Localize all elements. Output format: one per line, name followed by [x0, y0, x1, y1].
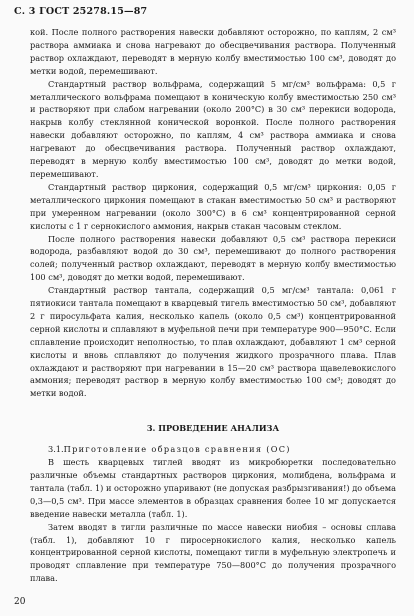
subsection-paragraph [30, 443, 396, 456]
paragraph-continuation: кой. После полного растворения навески добавляют осторожно, по каплям, 2 см³ раствора аммиака и снова нагревают до обесцвечивания раствора. Полученный раствор охлаждают, переводят в мерную колбу вместимостью 100 см³, доводят до метки водой, перемешивают. [30, 27, 396, 76]
page-header: С. 3 ГОСТ 25278.15—87 [14, 6, 148, 17]
paragraph-tungsten-standard: Стандартный раствор вольфрама, содержащий 5 мг/см³ вольфрама: 0,5 г металлического вольфрама помещают в коническую колбу вместимостью 250 см³ и растворяют при слабом нагревании (около 200°С) в 30 см³ перекиси водорода, накрыв колбу стеклянной конической воронкой. После полного растворения навески добавляют осторожно, по каплям, 4 см³ раствора аммиака и снова нагревают до обесцвечивания раствора. Полученный раствор охлаждают, переводят в мерную колбу вместимостью 100 см³, доводят до метки водой, перемешивают. [30, 78, 396, 179]
subsection-title: Приготовление образцов сравнения (ОС) [63, 444, 291, 455]
subsection-number: 3.1. [48, 444, 64, 455]
page-number: 20 [14, 597, 26, 607]
section-heading: 3. ПРОВЕДЕНИЕ АНАЛИЗА [146, 423, 280, 434]
document-body [30, 26, 396, 585]
paragraph-tantalum-standard: Стандартный раствор тантала, содержащий 0,5 мг/см³ тантала: 0,061 г пятиокиси тантала помещают в кварцевый тигель вместимостью 50 см³, добавляют 2 г пиросульфата калия, несколько капель (около 0,5 см³) концентрированной серной кислоты и сплавляют в муфельной печи при температуре 900—950°С. Если сплавление происходит неполностью, то плав охлаждают, добавляют 1 см³ серной кислоты и вновь сплавляют до получения жидкого прозрачного плава. Плав охлаждают и растворяют при нагревании в 15—20 см³ раствора щавелевокислого аммония; переводят раствор в мерную колбу вместимостью 100 см³; доводят до метки водой. [30, 285, 396, 399]
paragraph-zirconium-standard: Стандартный раствор циркония, содержащий 0,5 мг/см³ циркония: 0,05 г металлического циркония помещают в стакан вместимостью 50 см³ и растворяют при умеренном нагревании (около 300°С) в 6 см³ концентрированной серной кислоты с 1 г сернокислого аммония, накрыв стакан часовым стеклом. [30, 181, 396, 231]
paragraph-zirconium-dissolution: После полного растворения навески добавляют 0,5 см³ раствора перекиси водорода, разбавляют водой до 30 см³, перемешивают до полного растворения солей; полученный раствор охлаждают, переводят в мерную колбу вместимостью 100 см³, доводят до метки водой, перемешивают. [30, 233, 396, 283]
paragraph-crucible-loading: В шесть кварцевых тиглей вводят из микробюретки последовательно различные объемы стандартных растворов циркония, молибдена, вольфрама и тантала (табл. 1) и осторожно упаривают (не допуская разбрызгивания!) до объема 0,3—0,5 см³. При массе элементов в образцах сравнения более 10 мг допускается введение навески металла (табл. 1). [30, 457, 396, 519]
paragraph-fusion: Затем вводят в тигли различные по массе навески ниобия – основы сплава (табл. 1), добавляют 10 г пиросернокислого калия, несколько капель концентрированной серной кислоты, помещают тигли в муфельную электропечь и проводят сплавление при температуре 750—800°С до получения прозрачного плава. [30, 521, 396, 584]
